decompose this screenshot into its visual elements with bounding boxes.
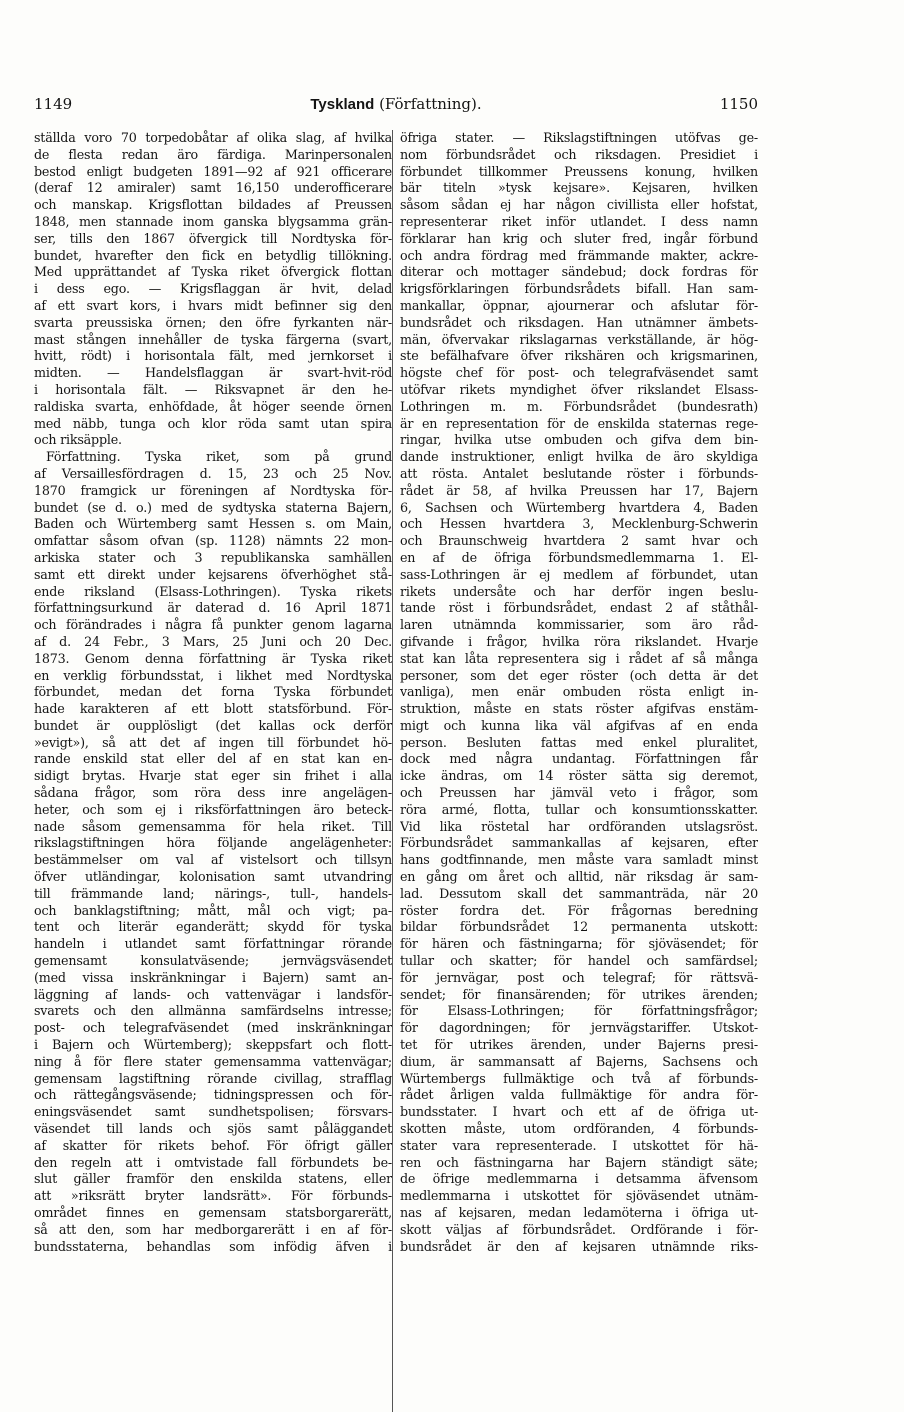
text-line: laren utnämnda kommissarier, som äro råd- xyxy=(400,617,758,633)
text-line: dock med några undantag. Författningen får xyxy=(400,751,758,767)
text-line: raldiska svarta, enhöfdade, åt höger seende örnen xyxy=(34,398,392,414)
text-line: en af de öfriga förbundsmedlemmarna 1. El- xyxy=(400,549,758,565)
text-line: i dess ego. — Krigsflaggan är hvit, delad xyxy=(34,281,392,297)
text-line: utöfvar rikets myndighet öfver rikslandet Elsass- xyxy=(400,381,758,397)
text-line: struktion, måste en stats röster afgifvas enstäm- xyxy=(400,701,758,717)
text-line: förklarar han krig och sluter fred, ingår förbund xyxy=(400,230,758,246)
text-line: ste befälhafvare öfver rikshären och krigsmarinen, xyxy=(400,348,758,364)
text-line: rikslagstiftningen höra följande angelägenheter: xyxy=(34,835,392,851)
text-line: dande instruktioner, enligt hvilka de äro skyldiga xyxy=(400,449,758,465)
text-line: och förändrades i några få punkter genom lagarna xyxy=(34,617,392,633)
text-line: dium, är sammansatt af Bajerns, Sachsens och xyxy=(400,1053,758,1069)
text-line: sidigt brytas. Hvarje stat eger sin frihet i alla xyxy=(34,768,392,784)
column-divider xyxy=(392,130,393,1412)
text-line: nas af kejsaren, medan ledamöterna i öfriga ut- xyxy=(400,1205,758,1220)
text-line: 6, Sachsen och Würtemberg hvartdera 4, Baden xyxy=(400,499,758,515)
text-line: sådana frågor, som röra dess inre angelägen- xyxy=(34,785,392,801)
text-line: bundet är oupplösligt (det kallas ock derför xyxy=(34,717,392,733)
text-line: personer, som det eger röster (och detta är det xyxy=(400,667,758,683)
text-line: en verklig förbundsstat, i likhet med Nordtyska xyxy=(34,667,392,683)
text-line: de öfrige medlemmarna i detsamma äfvensom xyxy=(400,1171,758,1187)
text-line: i Bajern och Würtemberg); skeppsfart och flott- xyxy=(34,1037,392,1053)
text-line: röra armé, flotta, tullar och konsumtionsskatter. xyxy=(400,801,758,817)
text-line: diterar och mottager sändebud; dock fordras för xyxy=(400,264,758,280)
text-line: bundsstater. I hvart och ett af de öfriga ut- xyxy=(400,1104,758,1120)
text-line: och Braunschweig hvartdera 2 samt hvar och xyxy=(400,533,758,549)
text-line: Författning. Tyska riket, som på grund xyxy=(46,449,392,465)
text-line: bär titeln »tysk kejsare». Kejsaren, hvilken xyxy=(400,180,758,196)
text-line: ning å för flere stater gemensamma vattenvägar; xyxy=(34,1053,392,1069)
text-line: hvitt, rödt) i horisontala fält, med jernkorset i xyxy=(34,348,392,364)
text-line: för jernvägar, post och telegraf; för rättsvä- xyxy=(400,969,758,985)
text-line: för Elsass-Lothringen; för författningsfrågor; xyxy=(400,1003,758,1019)
text-line: gemensamt konsulatväsende; jernvägsväsendet xyxy=(34,953,392,969)
text-line: skott väljas af förbundsrådet. Ordförande i för- xyxy=(400,1221,758,1237)
text-line: Förbundsrådet sammankallas af kejsaren, efter xyxy=(400,835,758,851)
text-line: nade såsom gemensamma för hela riket. Till xyxy=(34,818,392,834)
text-line: bestämmelser om val af vistelsort och tillsyn xyxy=(34,852,392,868)
text-line: stater vara representerade. I utskottet för hä- xyxy=(400,1137,758,1153)
text-line: lad. Dessutom skall det sammanträda, när 20 xyxy=(400,885,758,901)
text-line: gifvande i frågor, hvilka röra rikslandet. Hvarje xyxy=(400,633,758,649)
text-line: eningsväsendet samt sundhetspolisen; försvars- xyxy=(34,1104,392,1120)
text-line: väsendet till lands och sjös samt påläggandet xyxy=(34,1121,392,1137)
text-line: bundsstaterna, behandlas som infödig äfven i xyxy=(34,1238,392,1254)
text-line: ställda voro 70 torpedobåtar af olika slag, af hvilka xyxy=(34,130,392,145)
text-line: i horisontala fält. — Riksvapnet är den he- xyxy=(34,381,392,397)
page-number-right: 1150 xyxy=(719,95,758,113)
text-line: och manskap. Krigsflottan bildades af Preussen xyxy=(34,197,392,213)
text-line: gemensam lagstiftning rörande civillag, strafflag xyxy=(34,1070,392,1086)
text-line: medlemmarna i utskottet för sjöväsendet utnäm- xyxy=(400,1188,758,1204)
running-header xyxy=(34,95,758,117)
text-line: mast stången innehåller de tyska färgerna (svart, xyxy=(34,331,392,347)
text-line: 1873. Genom denna författning är Tyska riket xyxy=(34,650,392,666)
left-column xyxy=(34,130,392,1255)
text-line: af skatter för rikets behof. För öfrigt gäller xyxy=(34,1137,392,1153)
text-line: person. Besluten fattas med enkel pluralitet, xyxy=(400,734,758,750)
text-line: och rättegångsväsende; tidningspressen och för- xyxy=(34,1087,392,1103)
text-line: slut gäller framför den enskilda statens, eller xyxy=(34,1171,392,1187)
text-line: att »riksrätt bryter landsrätt». För förbunds- xyxy=(34,1188,392,1204)
text-line: Baden och Würtemberg samt Hessen s. om Main, xyxy=(34,516,392,532)
right-column xyxy=(400,130,758,1255)
text-line: området finnes en gemensam statsborgarerätt, xyxy=(34,1205,392,1220)
text-line: svarets och den allmänna samfärdselns intresse; xyxy=(34,1003,392,1019)
text-line: post- och telegrafväsendet (med inskränkningar xyxy=(34,1020,392,1036)
text-line: förbundet tillkommer Preussens konung, hvilken xyxy=(400,163,758,179)
text-line: och banklagstiftning; mått, mål och vigt; pa- xyxy=(34,902,392,918)
text-line: röster fordra det. För frågornas beredning xyxy=(400,902,758,918)
text-line: ren och fästningarna har Bajern ständigt säte; xyxy=(400,1154,758,1170)
page-number-left: 1149 xyxy=(34,95,73,113)
text-line: och riksäpple. xyxy=(34,432,122,448)
text-line: den regeln att i omtvistade fall förbundets be- xyxy=(34,1154,392,1170)
text-line: bundet (se d. o.) med de sydtyska staterna Bajern, xyxy=(34,499,392,515)
text-line: ende riksland (Elsass-Lothringen). Tyska rikets xyxy=(34,583,392,599)
text-line: är en representation för de enskilda staternas rege- xyxy=(400,415,758,431)
running-title xyxy=(34,95,758,113)
text-line: ringar, hvilka utse ombuden och gifva dem bin- xyxy=(400,432,758,448)
text-line: öfver utländingar, kolonisation samt utvandring xyxy=(34,869,392,885)
text-line: så att den, som har medborgarerätt i en af för- xyxy=(34,1221,392,1237)
text-line: sass-Lothringen är ej medlem af förbundet, utan xyxy=(400,566,758,582)
text-line: hade karakteren af ett blott statsförbund. För- xyxy=(34,701,392,717)
text-line: för dagordningen; för jernvägstariffer. Utskot- xyxy=(400,1020,758,1036)
text-line: rande enskild stat eller del af en stat kan en- xyxy=(34,751,392,767)
text-line: af ett svart kors, i hvars midt befinner sig den xyxy=(34,297,392,313)
text-line: midten. — Handelsflaggan är svart-hvit-röd xyxy=(34,365,392,381)
text-line: nom förbundsrådet och riksdagen. Presidiet i xyxy=(400,146,758,162)
text-line: af Versaillesfördragen d. 15, 23 och 25 Nov. xyxy=(34,465,392,481)
text-line: högste chef för post- och telegrafväsendet samt xyxy=(400,365,758,381)
text-line: öfriga stater. — Rikslagstiftningen utöfvas ge- xyxy=(400,130,758,145)
text-line: bundsrådet är den af kejsaren utnämnde riks- xyxy=(400,1238,758,1254)
text-line: för hären och fästningarna; för sjöväsendet; för xyxy=(400,936,758,952)
text-line: omfattar såsom ofvan (sp. 1128) nämnts 22 mon- xyxy=(34,533,392,549)
text-line: (deraf 12 amiraler) samt 16,150 underofficerare xyxy=(34,180,392,196)
text-line: bundet, hvarefter den fick en betydlig tillökning. xyxy=(34,247,392,263)
text-line: bundsrådet och riksdagen. Han utnämner ämbets- xyxy=(400,314,758,330)
text-line: hans godtfinnande, men måste vara samladt minst xyxy=(400,852,758,868)
text-line: migt och kunna lika väl afgifvas af en enda xyxy=(400,717,758,733)
text-line: svarta preussiska örnen; den öfre fyrkanten när- xyxy=(34,314,392,330)
text-line: män, öfvervakar rikslagarnas verkställande, är hög- xyxy=(400,331,758,347)
text-line: till främmande land; närings-, tull-, handels- xyxy=(34,885,392,901)
running-title-main: Tyskland xyxy=(310,96,375,113)
text-line: tande röst i förbundsrådet, endast 2 af ståthål- xyxy=(400,600,758,616)
text-line: läggning af lands- och vattenvägar i landsför- xyxy=(34,986,392,1002)
running-title-sub: (Författning). xyxy=(379,95,482,113)
text-line: »evigt»), så att det af ingen till förbundet hö- xyxy=(34,734,392,750)
text-line: ser, tills den 1867 öfvergick till Nordtyska för- xyxy=(34,230,392,246)
text-line: mankallar, öppnar, ajournerar och afslutar för- xyxy=(400,297,758,313)
text-line: samt ett direkt under kejsarens öfverhöghet stå- xyxy=(34,566,392,582)
text-line: (med vissa inskränkningar i Bajern) samt an- xyxy=(34,969,392,985)
text-line: och andra fördrag med främmande makter, ackre- xyxy=(400,247,758,263)
text-line: författningsurkund är daterad d. 16 April 1871 xyxy=(34,600,392,616)
text-line: tullar och skatter; för handel och samfärdsel; xyxy=(400,953,758,969)
text-line: en gång om året och alltid, när riksdag är sam- xyxy=(400,869,758,885)
text-line: rådet är 58, af hvilka Preussen har 17, Bajern xyxy=(400,482,758,498)
text-line: Med upprättandet af Tyska riket öfvergick flottan xyxy=(34,264,392,280)
text-line: såsom sådan ej har någon civillista eller hofstat, xyxy=(400,197,758,213)
text-line: heter, och som ej i riksförfattningen äro beteck- xyxy=(34,801,392,817)
text-line: krigsförklaringen förbundsrådets bifall. Han sam- xyxy=(400,281,758,297)
text-line: rådet årligen valda fullmäktige för andra för- xyxy=(400,1087,758,1103)
text-line: af d. 24 Febr., 3 Mars, 25 Juni och 20 Dec. xyxy=(34,633,392,649)
text-line: stat kan låta representera sig i rådet af så många xyxy=(400,650,758,666)
text-line: rikets undersåte och har derför ingen beslu- xyxy=(400,583,758,599)
text-line: arkiska stater och 3 republikanska samhällen xyxy=(34,549,392,565)
text-line: handeln i utlandet samt författningar rörande xyxy=(34,936,392,952)
text-line: Würtembergs fullmäktige och två af förbunds- xyxy=(400,1070,758,1086)
text-line: representerar riket inför utlandet. I dess namn xyxy=(400,213,758,229)
text-line: förbundet, medan det forna Tyska förbundet xyxy=(34,684,392,700)
text-line: sendet; för finansärenden; för utrikes ärenden; xyxy=(400,986,758,1002)
text-line: 1870 framgick ur föreningen af Nordtyska för- xyxy=(34,482,392,498)
text-line: tet för utrikes ärenden, under Bajerns presi- xyxy=(400,1037,758,1053)
text-line: bildar förbundsrådet 12 permanenta utskott: xyxy=(400,919,758,935)
text-line: Vid lika röstetal har ordföranden utslagsröst. xyxy=(400,818,758,834)
text-line: tent och literär eganderätt; skydd för tyska xyxy=(34,919,392,935)
text-line: de flesta redan äro färdiga. Marinpersonalen xyxy=(34,146,392,162)
text-line: bestod enligt budgeten 1891—92 af 921 officerare xyxy=(34,163,392,179)
text-line: med näbb, tunga och klor röda samt utan spira xyxy=(34,415,392,431)
text-line: och Hessen hvartdera 3, Mecklenburg-Schwerin xyxy=(400,516,758,532)
text-line: och Preussen har jämväl veto i frågor, som xyxy=(400,785,758,801)
text-line: vanliga), men enär ombuden rösta enligt in- xyxy=(400,684,758,700)
text-line: skotten måste, utom ordföranden, 4 förbunds- xyxy=(400,1121,758,1137)
text-line: att rösta. Antalet beslutande röster i förbunds- xyxy=(400,465,758,481)
text-line: Lothringen m. m. Förbundsrådet (bundesrath) xyxy=(400,398,758,414)
text-line: 1848, men stannade inom ganska blygsamma grän- xyxy=(34,213,392,229)
text-line: icke ändras, om 14 röster sätta sig deremot, xyxy=(400,768,758,784)
